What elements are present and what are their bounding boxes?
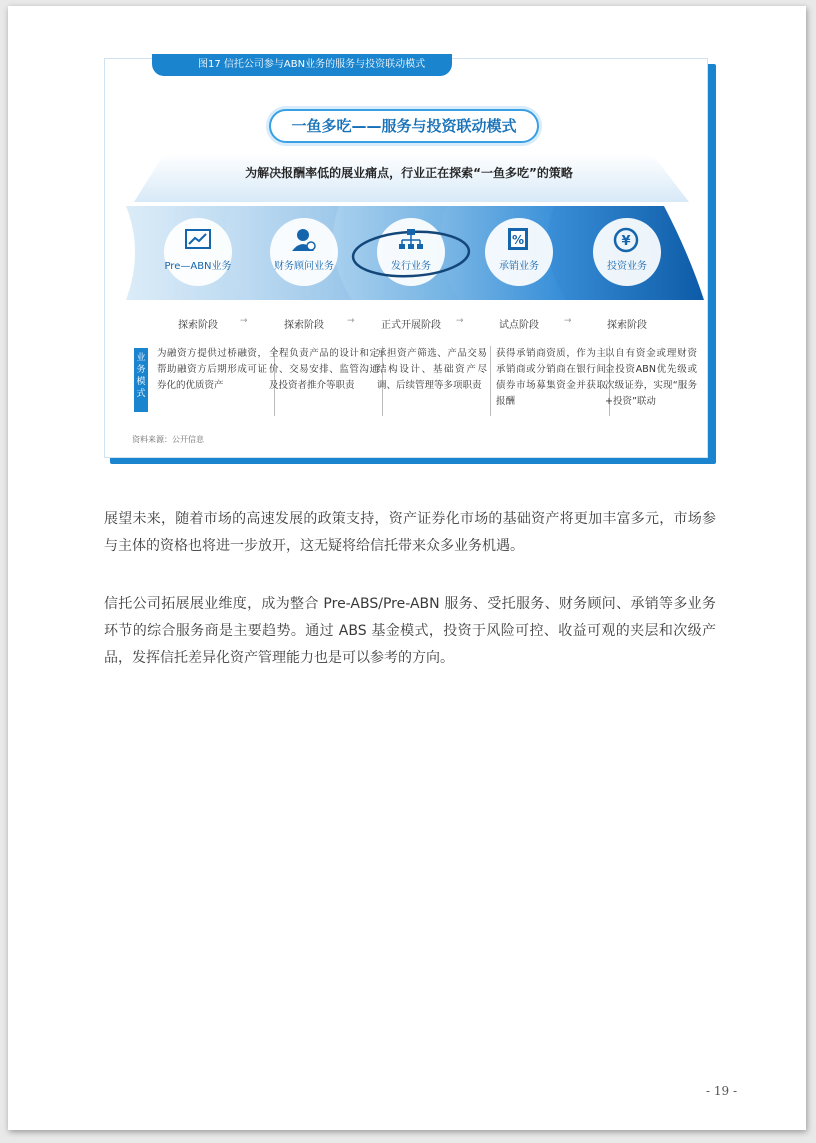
- business-model-table: [124, 346, 699, 421]
- paragraph-outlook: 展望未来，随着市场的高速发展的政策支持，资产证券化市场的基础资产将更加丰富多元，市场参与主体的资格也将进一步放开，这无疑将给信托带来众多业务机遇。: [104, 511, 716, 554]
- stage-label: 探索阶段: [607, 320, 647, 331]
- business-model-text-1: 为融资方提供过桥融资，帮助融资方后期形成可证券化的优质资产: [157, 348, 267, 391]
- figure-title: 一鱼多吃——服务与投资联动模式: [269, 109, 539, 143]
- business-model-text-3: 承担资产筛选、产品交易结构设计、基础资产尽调、后续管理等多项职责: [377, 348, 487, 391]
- figure-banner: 为解决报酬率低的展业痛点，行业正在探索“一鱼多吃”的策略: [245, 166, 573, 180]
- column-divider: [490, 346, 491, 416]
- svg-text:¥: ¥: [621, 234, 631, 249]
- stage-arrow: →: [240, 316, 248, 326]
- page-number: - 19 -: [706, 1084, 738, 1098]
- business-model-text-5: 以自有资金或理财资金投资ABN优先级或次级证券，实现“服务+投资”联动: [605, 348, 697, 407]
- circle-label-issuance: 发行业务: [391, 261, 431, 272]
- circle-label-underwriting: 承销业务: [499, 261, 539, 272]
- stage-arrow: →: [347, 316, 355, 326]
- figure-service-investment-model: [104, 54, 716, 464]
- figure-source: 资料来源：公开信息: [132, 435, 204, 444]
- circle-label-pre-abn: Pre—ABN业务: [164, 261, 232, 272]
- svg-text:%: %: [511, 233, 525, 247]
- circle-label-advisory: 财务顾问业务: [274, 261, 334, 272]
- stage-label: 试点阶段: [499, 320, 539, 331]
- circle-1: [164, 218, 232, 286]
- stage-label: 正式开展阶段: [381, 320, 441, 331]
- paragraph-trend: 信托公司拓展展业维度，成为整合 Pre-ABS/Pre-ABN 服务、受托服务、财务顾问、承销等多业务环节的综合服务商是主要趋势。通过 ABS 基金模式，投资于风险可控、收益可观的夹层和次级产品，发挥信托差异化资产管理能力也是可以参考的方向。: [104, 596, 716, 666]
- percent-document-icon: [508, 228, 528, 250]
- stage-arrow: →: [564, 316, 572, 326]
- figure-caption: 图17 信托公司参与ABN业务的服务与投资联动模式: [152, 54, 452, 76]
- stage-arrow: →: [456, 316, 464, 326]
- stage-label: 探索阶段: [178, 320, 218, 331]
- business-model-text-4: 获得承销商资质，作为主承销商或分销商在银行间债券市场募集资金并获取报酬: [496, 348, 606, 407]
- stage-label: 探索阶段: [284, 320, 324, 331]
- document-page: [8, 6, 806, 1130]
- circle-2: [270, 218, 338, 286]
- business-model-tag: 业务模式: [134, 348, 148, 412]
- circle-label-investment: 投资业务: [607, 261, 647, 272]
- stage-labels: [104, 316, 708, 332]
- business-model-text-2: 全程负责产品的设计和定价、交易安排、监管沟通及投资者推介等职责: [269, 348, 379, 391]
